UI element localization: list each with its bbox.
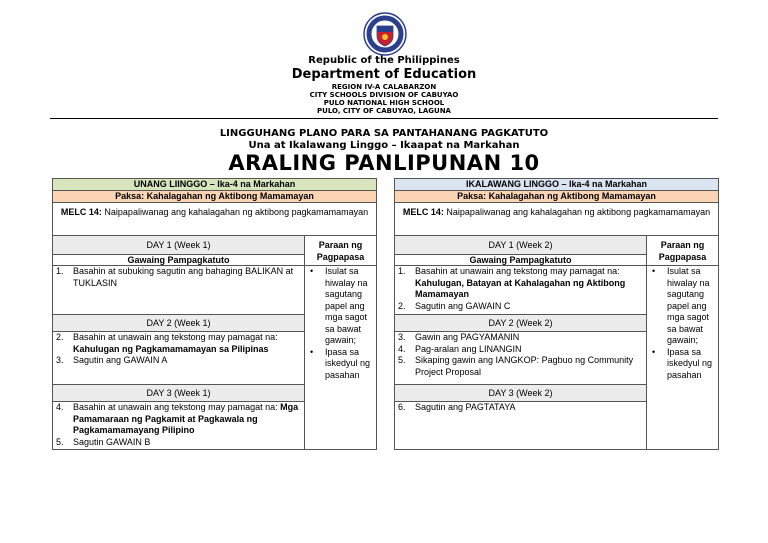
week1-day1-label: DAY 1 (Week 1) [53,236,305,255]
paraan-item: • Ipasa sa iskedyul ng pasahan [308,347,373,382]
week2-day1-items [395,266,647,315]
subject-title: ARALING PANLIPUNAN 10 [228,151,540,175]
plan-title: LINGGUHANG PLANO PARA SA PANTAHANANG PAGKATUTO [219,128,549,139]
item-number: 2. [398,300,406,311]
item-number: 4. [56,402,64,412]
list-item [398,301,643,313]
item-text: Basahin at subuking sagutin ang bahaging BALIKAN at TUKLASIN [73,266,294,288]
paraan-item: • Isulat sa hiwalay na sagutang papel ang mga sagot sa bawat gawain; [650,266,715,347]
melc-label: MELC 14: [402,207,444,217]
week-quarter: Una at Ikalawang Linggo – Ikaapat na Markahan [248,140,520,151]
week1-header: UNANG LIINGGO – Ika-4 na Markahan [53,179,377,191]
item-number: 1. [398,266,406,276]
week1-day2-label: DAY 2 (Week 1) [53,315,305,332]
item-title: Kahulugan ng Pagkamamamayan sa Pilipinas [73,343,269,354]
list-item [398,344,643,356]
item-number: 5. [56,436,64,447]
item-text: Sikaping gawin ang IANGKOP: Pagbuo ng Community Project Proposal [415,355,634,377]
region-line: REGION IV-A CALABARZON [331,83,437,91]
week2-gawaing-header: Gawaing Pampagkatuto [395,255,647,266]
paraan-item: • Ipasa sa iskedyul ng pasahan [650,347,715,382]
republic-line: Republic of the Philippines [308,55,460,66]
week2-paraan-header: Paraan ng Pagpapasa [647,236,719,266]
melc-text: Naipapaliwanag ang kahalagahan ng aktibong pagkamamamayan [446,207,711,217]
week2-day2-label: DAY 2 (Week 2) [395,315,647,332]
week2-day2-items [395,332,647,385]
list-item [398,355,643,378]
week2-melc [395,203,719,236]
week1-day2-items [53,332,305,385]
item-text: Sagutin ang GAWAIN A [73,355,168,365]
week1-table [52,178,377,450]
item-text: Gawin ang PAGYAMANIN [415,332,520,342]
item-text: Basahin at unawain ang tekstong may pamagat na: [73,402,278,412]
header-divider [50,118,718,119]
item-number: 4. [398,343,406,354]
list-item [398,266,643,301]
list-item [398,332,643,344]
item-text: Sagutin ang GAWAIN C [415,300,511,311]
melc-text: Naipapaliwanag ang kahalagahan ng aktibong pagkamamamayan [104,207,369,217]
item-text: Sagutin GAWAIN B [73,436,151,447]
week2-header: IKALAWANG LINGGO – Ika-4 na Markahan [395,179,719,191]
item-text: Sagutin ang PAGTATAYA [415,402,516,412]
week2-table [394,178,719,450]
week1-melc [53,203,377,236]
week1-paksa: Paksa: Kahalagahan ng Aktibong Mamamayan [53,191,377,203]
week1-day3-items [53,402,305,450]
week2-paksa: Paksa: Kahalagahan ng Aktibong Mamamayan [395,191,719,203]
department-name: Department of Education [291,67,477,82]
list-item [56,437,301,449]
list-item [56,355,301,367]
week2-day1-label: DAY 1 (Week 2) [395,236,647,255]
week2-paraan-list [647,266,719,450]
item-text: Pag-aralan ang LINANGIN [415,343,522,354]
week1-paraan-list [305,266,377,450]
item-text: Basahin at unawain ang tekstong may pamagat na: [415,266,620,276]
item-number: 6. [398,402,406,412]
melc-label: MELC 14: [60,207,102,217]
item-number: 5. [398,355,406,365]
week1-gawaing-header: Gawaing Pampagkatuto [53,255,305,266]
address-line: PULO, CITY OF CABUYAO, LAGUNA [317,107,451,115]
list-item [56,266,301,289]
list-item [398,402,643,414]
week1-paraan-header: Paraan ng Pagpapasa [305,236,377,266]
item-number: 1. [56,266,64,276]
week2-day3-items [395,402,647,450]
item-number: 3. [398,332,406,342]
list-item [56,402,301,437]
division-line: CITY SCHOOLS DIVISION OF CABUYAO [309,91,459,99]
week1-day3-label: DAY 3 (Week 1) [53,385,305,402]
item-text: Basahin at unawain ang tekstong may pamagat na: [73,332,278,342]
school-line: PULO NATIONAL HIGH SCHOOL [323,99,445,107]
paraan-item: • Isulat sa hiwalay na sagutang papel ang mga sagot sa bawat gawain; [308,266,373,347]
item-title: Mga Pamamaraan ng Pagkamit at Pagkawala ng Pagkamamamayang Pilipino [73,402,299,435]
item-number: 3. [56,355,64,365]
item-title: Kahulugan, Batayan at Kahalagahan ng Aktibong Mamamayan [415,277,626,299]
list-item [56,332,301,355]
week1-day1-items [53,266,305,315]
deped-seal-icon [363,12,407,56]
item-number: 2. [56,332,64,342]
week2-day3-label: DAY 3 (Week 2) [395,385,647,402]
